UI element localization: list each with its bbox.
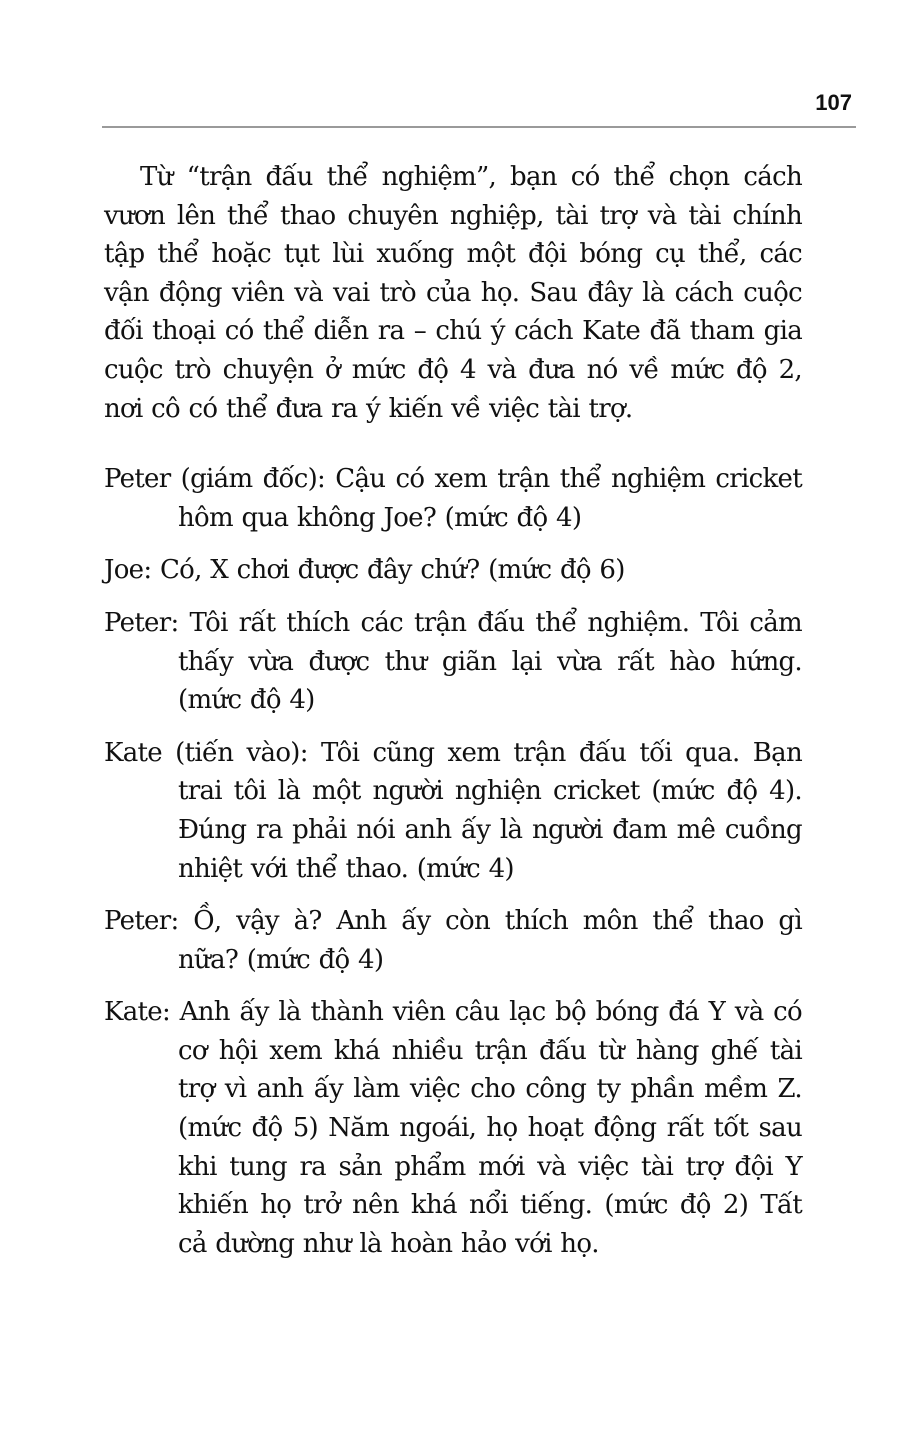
dialogue-line-peter-1: Peter (giám đốc): Cậu có xem trận thể nghiệm cricket hôm qua không Joe? (mức độ 4) (104, 464, 802, 533)
dialogue-line-kate-2: Kate: Anh ấy là thành viên câu lạc bộ bóng đá Y và có cơ hội xem khá nhiều trận đấu từ hàng ghế tài trợ vì anh ấy làm việc cho công ty phần mềm Z. (mức độ 5) Năm ngoái, họ hoạt động rất tốt sau khi tung ra sản phẩm mới và việc tài trợ đội Y khiến họ trở nên khá nổi tiếng. (mức độ 2) Tất cả dường như là hoàn hảo với họ. (104, 997, 802, 1259)
intro-paragraph: Từ “trận đấu thể nghiệm”, bạn có thể chọn cách vươn lên thể thao chuyên nghiệp, tài trợ và tài chính tập thể hoặc tụt lùi xuống một đội bóng cụ thể, các vận động viên và vai trò của họ. Sau đây là cách cuộc đối thoại có thể diễn ra – chú ý cách Kate đã tham gia cuộc trò chuyện ở mức độ 4 và đưa nó về mức độ 2, nơi cô có thể đưa ra ý kiến về việc tài trợ. (104, 162, 802, 424)
dialogue-line-kate-1: Kate (tiến vào): Tôi cũng xem trận đấu tối qua. Bạn trai tôi là một người nghiện cricket (mức độ 4). Đúng ra phải nói anh ấy là người đam mê cuồng nhiệt với thể thao. (mức 4) (104, 737, 802, 884)
page-header (102, 84, 856, 128)
dialogue-line-joe-1: Joe: Có, X chơi được đây chứ? (mức độ 6) (104, 555, 625, 586)
dialogue-line-peter-2: Peter: Tôi rất thích các trận đấu thể nghiệm. Tôi cảm thấy vừa được thư giãn lại vừa rất hào hứng. (mức độ 4) (104, 607, 802, 716)
page-body (104, 158, 802, 1277)
page-number: 107 (815, 90, 852, 115)
dialogue-line-peter-3: Peter: Ồ, vậy à? Anh ấy còn thích môn thể thao gì nữa? (mức độ 4) (104, 906, 802, 975)
